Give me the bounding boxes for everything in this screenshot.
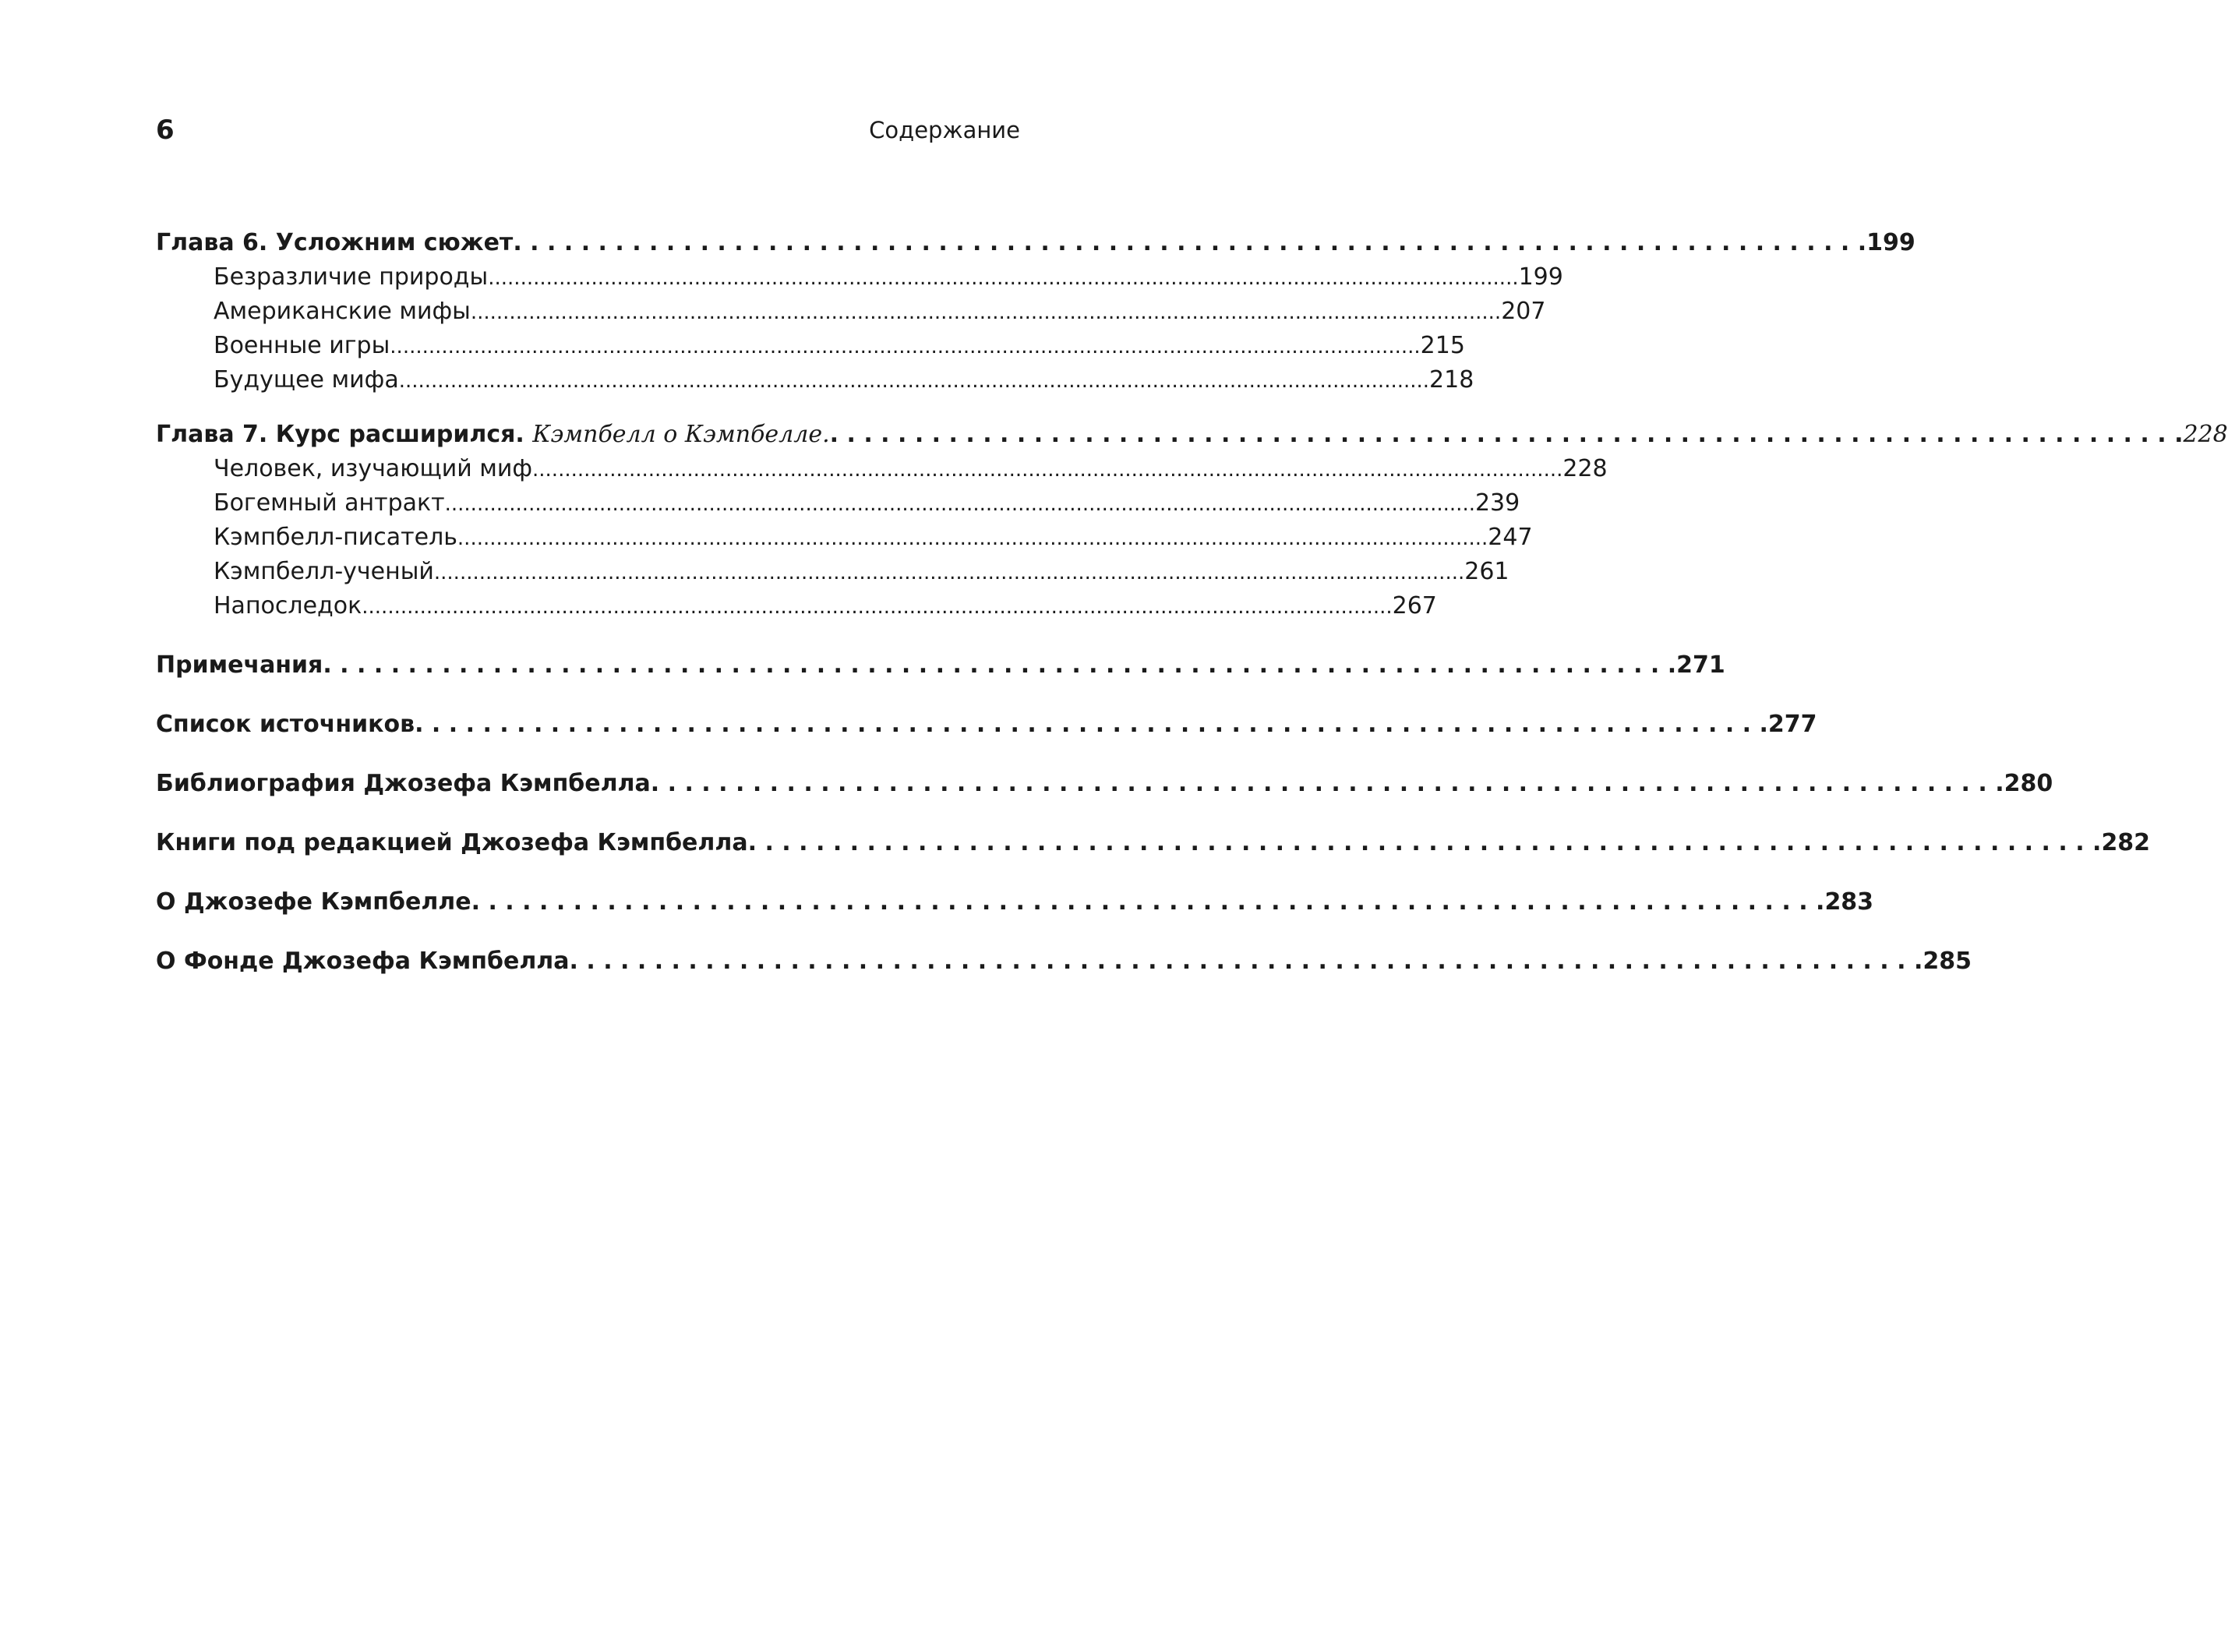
toc-chapter-7: [156, 418, 2228, 452]
dot-leader: ................................................................................................................................................................: [470, 301, 1502, 324]
spacer: [156, 801, 1018, 826]
toc-section: [156, 260, 1563, 295]
toc-entry-page: 267: [1392, 592, 1437, 620]
dot-leader: . . . . . . . . . . . . . . . . . . . . . . . . . . . . . . . . . . . . . . . . . . . . . . . . . . . . . . . . . . . . . . . . . . . . . . . . . . . . . . . .: [415, 711, 1768, 738]
toc-entry-title: Примечания: [156, 651, 323, 679]
dot-leader: . . . . . . . . . . . . . . . . . . . . . . . . . . . . . . . . . . . . . . . . . . . . . . . . . . . . . . . . . . . . . . . . . . . . . . . . . . . . . . . .: [569, 948, 1923, 975]
toc-section: [156, 363, 1474, 397]
dot-leader: . . . . . . . . . . . . . . . . . . . . . . . . . . . . . . . . . . . . . . . . . . . . . . . . . . . . . . . . . . . . . . . . . . . . . . . . . . . . . . . .: [471, 888, 1825, 916]
toc-entry-title: Американские мифы: [214, 298, 471, 325]
toc-section: [156, 486, 1520, 521]
page-number: 6: [156, 115, 175, 146]
dot-leader: ................................................................................................................................................................: [362, 595, 1393, 619]
toc-backmatter-about-campbell: [156, 885, 1874, 920]
toc-entry-page: 228: [1562, 455, 1608, 482]
toc-entry-title: Список источников: [156, 711, 415, 738]
toc-entry-title: Будущее мифа: [214, 366, 399, 394]
toc-entry-page: 277: [1767, 711, 1817, 738]
table-of-contents: [156, 226, 2228, 979]
toc-backmatter-about-foundation: [156, 944, 1972, 979]
dot-leader: ................................................................................................................................................................: [532, 458, 1563, 482]
toc-entry-page: 239: [1474, 489, 1520, 517]
toc-entry-page: 228: [2183, 421, 2228, 448]
toc-section: [156, 295, 1546, 329]
dot-leader: . . . . . . . . . . . . . . . . . . . . . . . . . . . . . . . . . . . . . . . . . . . . . . . . . . . . . . . . . . . . . . . . . . . . . . . . . . . . . . . .: [650, 770, 2004, 797]
dot-leader: . . . . . . . . . . . . . . . . . . . . . . . . . . . . . . . . . . . . . . . . . . . . . . . . . . . . . . . . . . . . . . . . . . . . . . . . . . . . . . . .: [323, 651, 1677, 679]
chapter-title: Глава 7. Курс расширился.: [156, 421, 524, 448]
spacer: [156, 623, 1018, 648]
toc-entry-page: 215: [1420, 332, 1465, 359]
spacer: [156, 860, 1018, 885]
toc-backmatter-edited-books: [156, 826, 2151, 860]
toc-entry-title: Кэмпбелл-писатель: [214, 524, 457, 551]
toc-entry-title: Безразличие природы: [214, 263, 489, 291]
toc-entry-title: Кэмпбелл-ученый: [214, 558, 434, 585]
toc-section: [156, 521, 1533, 555]
dot-leader: ................................................................................................................................................................: [433, 561, 1465, 584]
toc-entry-page: 247: [1488, 524, 1533, 551]
dot-leader: . . . . . . . . . . . . . . . . . . . . . . . . . . . . . . . . . . . . . . . . . . . . . . . . . . . . . . . . . . . . . . . . . . . . . . . . . . . . . . . .: [747, 829, 2102, 856]
toc-section: [156, 329, 1465, 363]
toc-entry-title: [156, 418, 830, 452]
spacer: [156, 920, 1018, 944]
toc-entry-page: 207: [1501, 298, 1546, 325]
toc-entry-page: 218: [1429, 366, 1474, 394]
toc-backmatter-notes: [156, 648, 1725, 683]
spacer: [156, 742, 1018, 767]
toc-entry-page: 285: [1923, 948, 1972, 975]
toc-entry-title: О Фонде Джозефа Кэмпбелла: [156, 948, 570, 975]
chapter-subtitle: Кэмпбелл о Кэмпбелле.: [532, 421, 830, 448]
toc-entry-title: Напоследок: [214, 592, 362, 620]
spacer: [156, 397, 1018, 418]
toc-entry-title: Военные игры: [214, 332, 390, 359]
dot-leader: ................................................................................................................................................................: [398, 369, 1430, 393]
toc-entry-title: Богемный антракт: [214, 489, 445, 517]
toc-section: [156, 452, 1608, 486]
dot-leader: ................................................................................................................................................................: [444, 492, 1475, 516]
toc-chapter-6: [156, 226, 1916, 260]
toc-entry-page: 199: [1518, 263, 1563, 291]
toc-entry-title: Глава 6. Усложним сюжет: [156, 229, 514, 256]
spacer: [156, 683, 1018, 708]
toc-entry-page: 283: [1824, 888, 1874, 916]
dot-leader: . . . . . . . . . . . . . . . . . . . . . . . . . . . . . . . . . . . . . . . . . . . . . . . . . . . . . . . . . . . . . . . . . . . . . . . . . . . . . . . .: [513, 229, 1867, 256]
toc-section: [156, 555, 1509, 589]
toc-entry-page: 271: [1676, 651, 1725, 679]
dot-leader: ................................................................................................................................................................: [457, 527, 1488, 550]
toc-entry-page: 261: [1464, 558, 1509, 585]
dot-leader: . . . . . . . . . . . . . . . . . . . . . . . . . . . . . . . . . . . . . . . . . . . . . . . . . . . . . . . . . . . . . . . . . . . . . . . . . . . . . . . .: [829, 421, 2184, 448]
toc-entry-title: Человек, изучающий миф: [214, 455, 533, 482]
toc-entry-page: 280: [2004, 770, 2053, 797]
toc-entry-page: 282: [2101, 829, 2151, 856]
dot-leader: ................................................................................................................................................................: [488, 267, 1519, 290]
toc-backmatter-bibliography: [156, 767, 2053, 801]
toc-entry-title: Библиография Джозефа Кэмпбелла: [156, 770, 651, 797]
toc-entry-page: 199: [1866, 229, 1916, 256]
toc-entry-title: О Джозефе Кэмпбелле: [156, 888, 471, 916]
toc-backmatter-sources: [156, 708, 1817, 742]
toc-entry-title: Книги под редакцией Джозефа Кэмпбелла: [156, 829, 748, 856]
toc-section: [156, 589, 1437, 623]
running-head: Содержание: [869, 117, 1020, 143]
dot-leader: ................................................................................................................................................................: [390, 335, 1421, 358]
